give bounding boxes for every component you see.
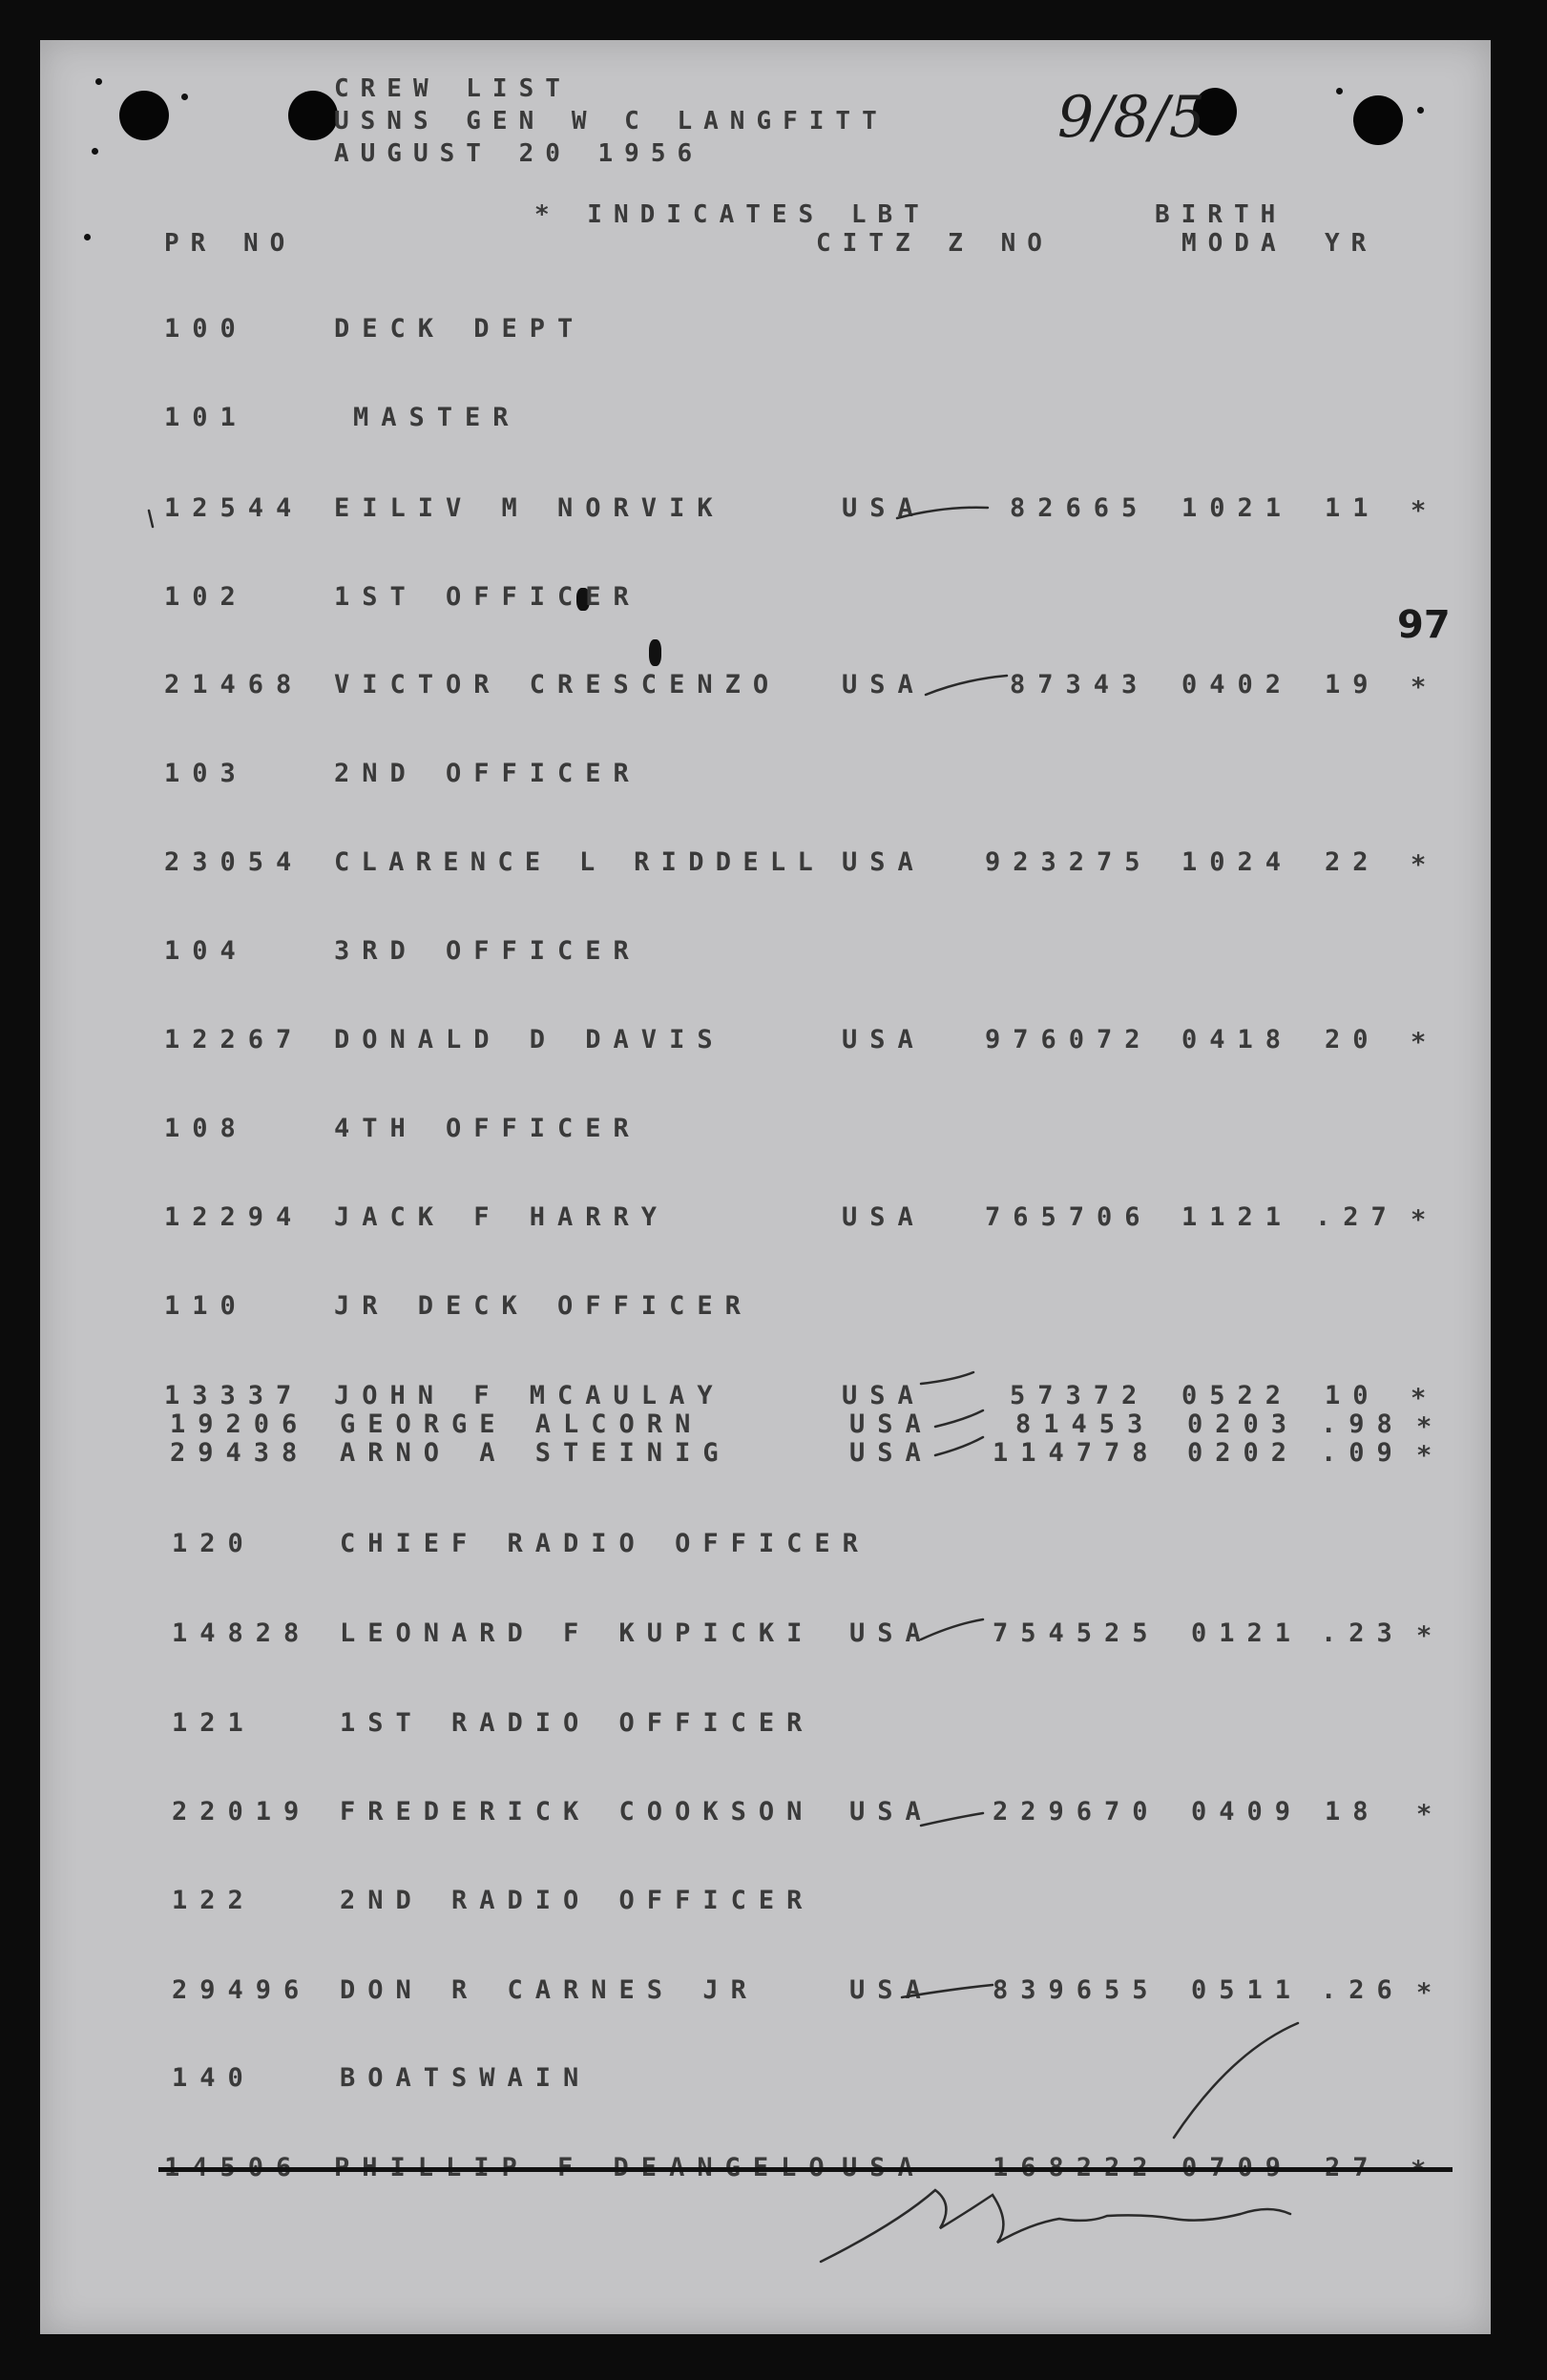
birth-yr: 10 [1325, 1381, 1381, 1410]
crew-name: CLARENCE L RIDDELL [334, 847, 825, 877]
z-number: 754525 [993, 1618, 1160, 1648]
citizenship: USA [842, 493, 926, 523]
citizenship: USA [849, 1409, 933, 1439]
position-code: 108 [164, 1114, 248, 1143]
birth-moda: 0522 [1181, 1381, 1294, 1410]
position-code: 101 [164, 403, 248, 432]
birth-moda: 0402 [1181, 670, 1294, 699]
check-tick [921, 1372, 973, 1384]
legend-note: * INDICATES LBT [534, 200, 930, 229]
lbt-mark: * [1411, 673, 1439, 702]
crew-name: DONALD D DAVIS [334, 1025, 725, 1054]
lbt-mark: * [1411, 1028, 1439, 1057]
pr-number: 23054 [164, 847, 304, 877]
position-code: 104 [164, 936, 248, 966]
crew-name: FREDERICK COOKSON [340, 1797, 815, 1827]
z-number: 839655 [993, 1975, 1160, 2005]
position-title: 2ND RADIO OFFICER [340, 1886, 815, 1915]
crew-name: LEONARD F KUPICKI [340, 1618, 815, 1648]
birth-moda: 0203 [1187, 1409, 1300, 1439]
birth-yr: .98 [1321, 1409, 1405, 1439]
position-code: 120 [172, 1529, 256, 1558]
check-tick [935, 1410, 983, 1427]
crew-name: JOHN F MCAULAY [334, 1381, 725, 1410]
col-citz-zno: CITZ Z NO [816, 229, 1054, 258]
position-title: BOATSWAIN [340, 2063, 592, 2093]
z-number: 82665 [1010, 493, 1150, 523]
document-date: AUGUST 20 1956 [334, 139, 704, 168]
document-title: CREW LIST [334, 74, 572, 103]
row-tick [149, 511, 153, 527]
birth-yr: .23 [1321, 1618, 1405, 1648]
lbt-mark: * [1416, 1978, 1445, 2008]
position-title: 1ST RADIO OFFICER [340, 1708, 815, 1738]
lbt-mark: * [1416, 1621, 1445, 1651]
position-title: CHIEF RADIO OFFICER [340, 1529, 870, 1558]
pr-number: 29438 [170, 1438, 310, 1468]
position-code: 102 [164, 582, 248, 612]
signature [821, 2190, 1290, 2262]
crew-name: VICTOR CRESCENZO [334, 670, 782, 699]
crew-name: DON R CARNES JR [340, 1975, 759, 2005]
dept-title: DECK DEPT [334, 314, 586, 344]
birth-moda: 0511 [1191, 1975, 1304, 2005]
birth-moda: 0409 [1191, 1797, 1304, 1827]
pr-number: 13337 [164, 1381, 304, 1410]
birth-yr: 19 [1325, 670, 1381, 699]
lbt-mark: * [1416, 1800, 1445, 1829]
citizenship: USA [849, 1438, 933, 1468]
z-number: 765706 [985, 1202, 1153, 1232]
birth-moda: 1121 [1181, 1202, 1294, 1232]
citizenship: USA [842, 847, 926, 877]
pr-number: 22019 [172, 1797, 312, 1827]
birth-yr: 18 [1325, 1797, 1381, 1827]
position-code: 103 [164, 759, 248, 788]
birth-moda: 1021 [1181, 493, 1294, 523]
handwritten-date: 9/8/5 [1057, 84, 1205, 151]
lbt-mark: * [1416, 1441, 1445, 1471]
birth-yr: 11 [1325, 493, 1381, 523]
crew-name: GEORGE ALCORN [340, 1409, 703, 1439]
col-yr: YR [1325, 229, 1378, 258]
crew-name: JACK F HARRY [334, 1202, 670, 1232]
dept-code: 100 [164, 314, 248, 344]
birth-yr: .26 [1321, 1975, 1405, 2005]
pr-number: 12544 [164, 493, 304, 523]
birth-moda: 1024 [1181, 847, 1294, 877]
crew-name: ARNO A STEINIG [340, 1438, 731, 1468]
z-number: 976072 [985, 1025, 1153, 1054]
birth-moda: 0121 [1191, 1618, 1304, 1648]
pr-number: 21468 [164, 670, 304, 699]
citizenship: USA [849, 1797, 933, 1827]
check-tick [921, 1619, 983, 1639]
check-tick [926, 676, 1007, 695]
citizenship: USA [842, 670, 926, 699]
pr-number: 14828 [172, 1618, 312, 1648]
position-title: 2ND OFFICER [334, 759, 641, 788]
birth-label: BIRTH [1155, 200, 1287, 229]
vessel-name: USNS GEN W C LANGFITT [334, 107, 888, 136]
position-title: MASTER [353, 403, 521, 432]
citizenship: USA [849, 1618, 933, 1648]
check-tick [935, 1437, 983, 1455]
birth-yr: 20 [1325, 1025, 1381, 1054]
birth-yr: .09 [1321, 1438, 1405, 1468]
col-pr-no: PR NO [164, 229, 297, 258]
birth-moda: 0418 [1181, 1025, 1294, 1054]
check-tick [921, 1813, 983, 1826]
position-code: 121 [172, 1708, 256, 1738]
z-number: 81453 [1015, 1409, 1156, 1439]
z-number: 87343 [1010, 670, 1150, 699]
citizenship: USA [842, 1381, 926, 1410]
lbt-mark: * [1411, 1384, 1439, 1413]
diagonal-stroke [1174, 2023, 1298, 2138]
z-number: 114778 [993, 1438, 1160, 1468]
position-title: 1ST OFFICER [334, 582, 641, 612]
check-tick [902, 1985, 993, 1997]
col-moda: MODA [1181, 229, 1287, 258]
check-tick [897, 508, 988, 518]
position-code: 122 [172, 1886, 256, 1915]
citizenship: USA [849, 1975, 933, 2005]
position-title: JR DECK OFFICER [334, 1291, 753, 1321]
crew-name: EILIV M NORVIK [334, 493, 725, 523]
birth-yr: 22 [1325, 847, 1381, 877]
z-number: 229670 [993, 1797, 1160, 1827]
birth-moda: 0202 [1187, 1438, 1300, 1468]
citizenship: USA [842, 1202, 926, 1232]
pr-number: 12294 [164, 1202, 304, 1232]
citizenship: USA [842, 1025, 926, 1054]
lbt-mark: * [1411, 496, 1439, 526]
z-number: 923275 [985, 847, 1153, 877]
position-code: 110 [164, 1291, 248, 1321]
pr-number: 29496 [172, 1975, 312, 2005]
position-title: 3RD OFFICER [334, 936, 641, 966]
page-number: 97 [1397, 603, 1451, 647]
position-title: 4TH OFFICER [334, 1114, 641, 1143]
z-number: 57372 [1010, 1381, 1150, 1410]
lbt-mark: * [1416, 1412, 1445, 1442]
pr-number: 19206 [170, 1409, 310, 1439]
pr-number: 12267 [164, 1025, 304, 1054]
birth-yr: .27 [1315, 1202, 1399, 1232]
lbt-mark: * [1411, 1205, 1439, 1235]
position-code: 140 [172, 2063, 256, 2093]
lbt-mark: * [1411, 850, 1439, 880]
